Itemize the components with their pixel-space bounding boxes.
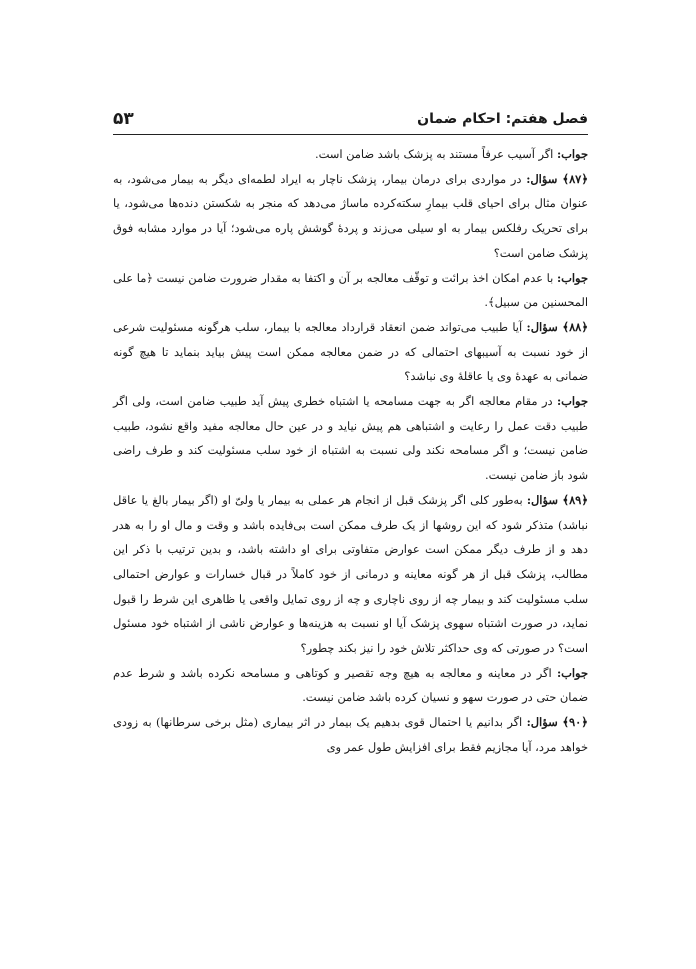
page-header [113,100,588,128]
question-paragraph [113,488,588,661]
question-text: اگر بدانیم یا احتمال قوی بدهیم یک بیمار در اثر بیماری (مثل برخی سرطانها) به زودی خواهد مرد، آیا مجازیم فقط برای افزایش طول عمر وی [113,715,588,754]
answer-paragraph [113,266,588,315]
page-body [113,142,588,760]
question-text: آیا طبیب می‌تواند ضمن انعقاد قرارداد معالجه با بیمار، سلب هرگونه مسئولیت شرعی از خود نسبت به آسیبهای احتمالی که در ضمن معالجه ممکن است پیش بیاید بنماید تا هیچ گونه ضمانی به عهدهٔ وی یا عاقلهٔ وی نباشد؟ [113,319,588,384]
page-number: ۵۳ [113,109,134,129]
answer-label: جواب: [556,394,588,409]
question-paragraph [113,167,588,266]
answer-text: اگر آسیب عرفاً مستند به پزشک باشد ضامن است. [315,147,557,161]
question-label: سؤال: [526,171,563,186]
question-number: ﴿۸۹﴾ [562,492,588,507]
answer-text: اگر در معاینه و معالجه به هیچ وجه تقصیر و کوتاهی و مسامحه نکرده باشد و شرط عدم ضمان حتی در صورت سهو و نسیان کرده باشد ضامن نیست. [113,665,588,705]
answer-text: در مقام معالجه اگر به جهت مسامحه یا اشتباه خطری پیش آید طبیب ضامن است، ولی اگر طبیب دقت عمل را رعایت و اشتباهی هم پیش نیاید و در عین حال معالجه مفید واقع نشود، طبیب ضامن نیست؛ و اگر مسامحه نکند ولی نسبت به اشتباه از خود سلب مسئولیت کند و طرف راضی شود باز ضامن نیست. [113,394,588,483]
answer-paragraph [113,389,588,488]
question-label: سؤال: [526,715,563,730]
answer-label: جواب: [556,270,588,285]
question-text: در مواردی برای درمان بیمار، پزشک ناچار به ایراد لطمه‌ای دیگر به بیمار می‌شود، به عنوان مثال برای احیای قلب بیمارِ سکته‌کرده ماساژ می‌دهد که منجر به شکستن دنده‌ها می‌شود، یا برای تحریک رفلکس بیمار به او سیلی می‌زند و پردهٔ گوشش پاره می‌شود؛ آیا در موارد مشابه فوق پزشک ضامن است؟ [113,171,588,260]
question-text: به‌طور کلی اگر پزشک قبل از انجام هر عملی به بیمار یا ولیّ او (اگر بیمار بالغ یا عاقل نباشد) متذکر شود که این روشها از یک طرف ممکن است بی‌فایده باشد و وقت و مال او را به هدر دهد و از طرف دیگر ممکن است عوارض متفاوتی برای او داشته باشد، و بدین ترتیب با ذکر این مطالب، پزشک قبل از هر گونه معاینه و درمانی از خود کاملاً در قبال خسارات و عوارض احتمالی سلب مسئولیت کند و بیمار چه از روی ناچاری و چه از روی تمایل واقعی یا ظاهری این شرط را قبول نماید، در صورت اشتباه سهوی پزشک آیا او نسبت به هزینه‌ها و عوارض ناشی از اشتباه خود مسئول است؟ در صورتی که وی حداکثر تلاش خود را نیز بکند چطور؟ [113,492,588,656]
answer-text: با عدم امکان اخذ برائت و توقّف معالجه بر آن و اکتفا به مقدار ضرورت ضامن نیست ﴿ما علی المحسنین من سبیل﴾. [113,270,588,310]
question-number: ﴿۹۰﴾ [562,715,588,730]
answer-paragraph [113,661,588,710]
question-paragraph [113,710,588,759]
answer-paragraph [113,142,588,167]
answer-label: جواب: [556,665,588,680]
header-divider [113,134,588,135]
answer-label: جواب: [556,147,588,161]
question-number: ﴿۸۸﴾ [562,319,588,334]
question-paragraph [113,315,588,389]
question-number: ﴿۸۷﴾ [562,171,588,186]
question-label: سؤال: [526,319,563,334]
question-label: سؤال: [526,492,563,507]
chapter-title: فصل هفتم: احکام ضمان [417,111,588,127]
